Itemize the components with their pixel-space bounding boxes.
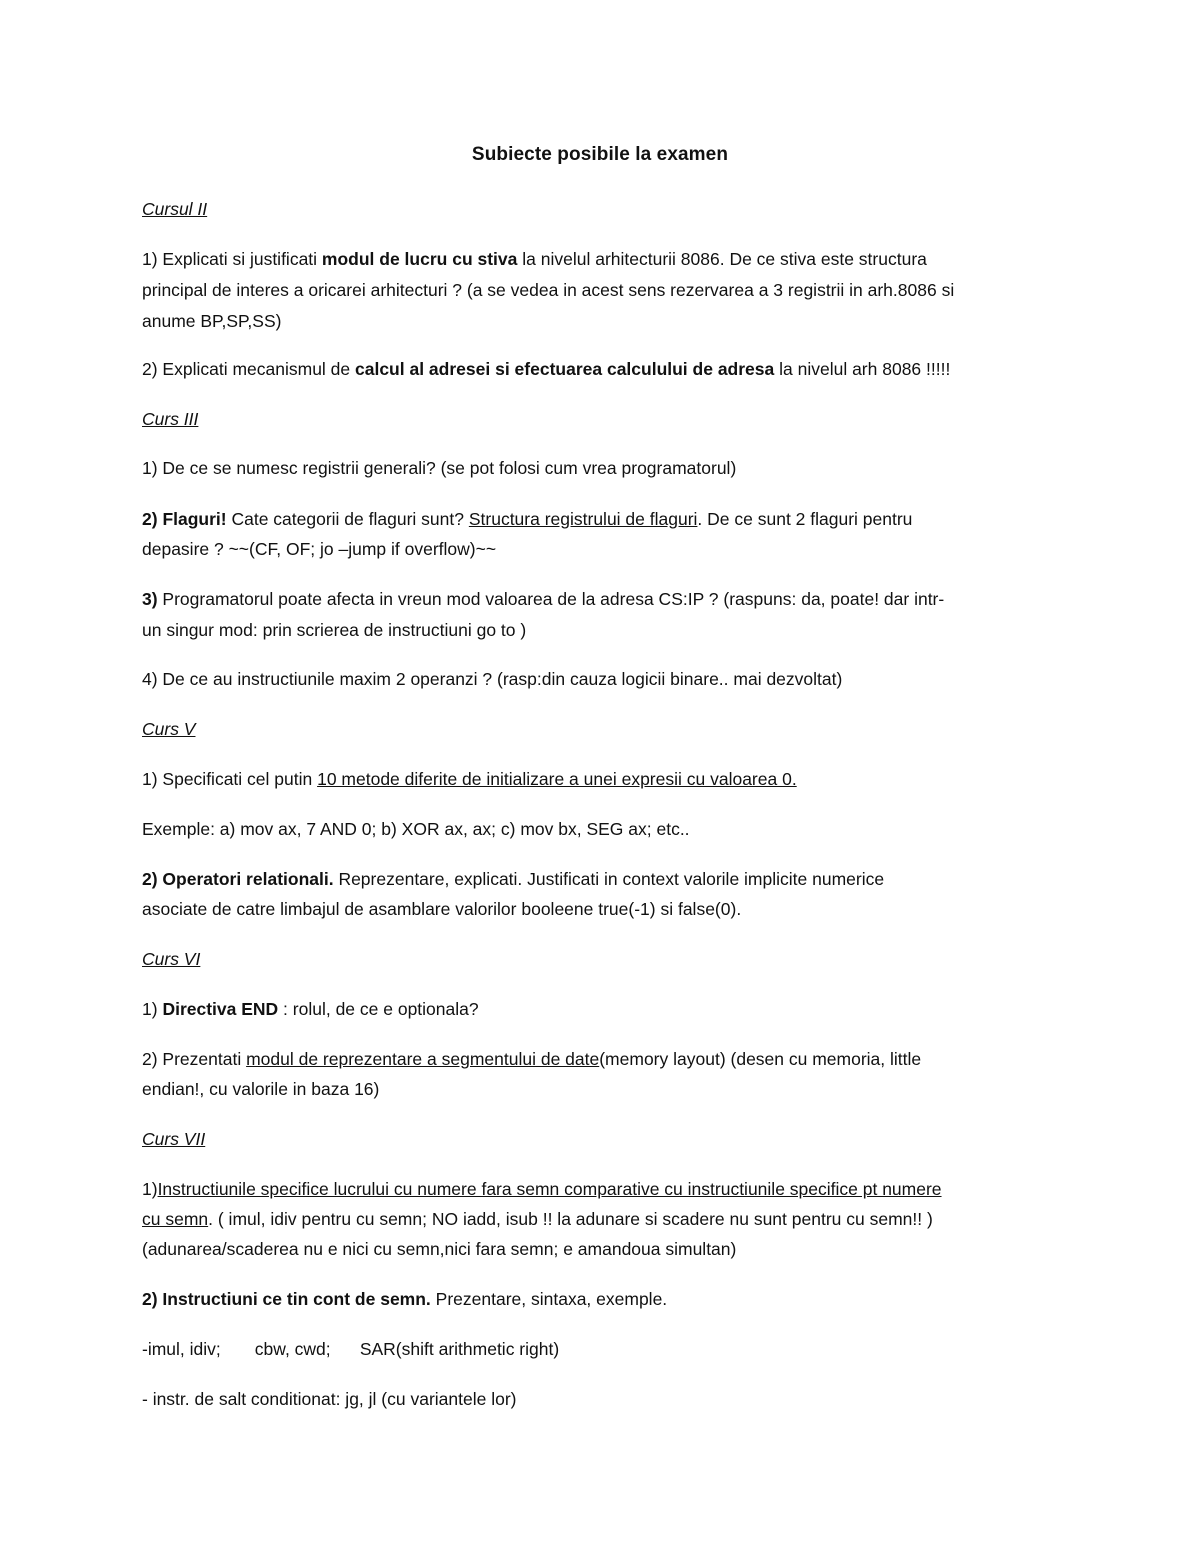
section-heading-curs-iii: Curs III: [142, 409, 199, 429]
question-line: 2) Flaguri! Cate categorii de flaguri sunt? Structura registrului de flaguri. De ce sunt 2 flaguri pentru: [142, 509, 913, 529]
question-line: 2) Operatori relationali. Reprezentare, explicati. Justificati in context valorile implicite numerice: [142, 869, 885, 889]
question-line: cu semn. ( imul, idiv pentru cu semn; NO iadd, isub !! la adunare si scadere nu sunt pentru cu semn!! ): [142, 1209, 933, 1229]
section-heading-curs-vi: Curs VI: [142, 949, 201, 969]
question-line: principal de interes a oricarei arhitecturi ? (a se vedea in acest sens rezervarea a 3 registrii in arh.8086 si: [142, 280, 955, 300]
question-line: un singur mod: prin scrierea de instructiuni go to ): [142, 620, 527, 640]
section-heading-cursul-ii: Cursul II: [142, 199, 208, 219]
question-line: 1) De ce se numesc registrii generali? (se pot folosi cum vrea programatorul): [142, 458, 737, 478]
question-line: 1) Specificati cel putin 10 metode diferite de initializare a unei expresii cu valoarea 0.: [142, 769, 797, 789]
question-line: anume BP,SP,SS): [142, 311, 282, 331]
question-line: asociate de catre limbajul de asamblare valorilor booleene true(-1) si false(0).: [142, 899, 742, 919]
section-heading-curs-vii: Curs VII: [142, 1129, 206, 1149]
question-line: 2) Instructiuni ce tin cont de semn. Prezentare, sintaxa, exemple.: [142, 1289, 668, 1309]
question-line: 1) Explicati si justificati modul de lucru cu stiva la nivelul arhitecturii 8086. De ce stiva este structura: [142, 249, 927, 269]
question-line: 1)Instructiunile specifice lucrului cu numere fara semn comparative cu instructiunile specifice pt numere: [142, 1179, 942, 1199]
list-item: - instr. de salt conditionat: jg, jl (cu variantele lor): [142, 1389, 517, 1409]
question-line: 4) De ce au instructiunile maxim 2 operanzi ? (rasp:din cauza logicii binare.. mai dezvoltat): [142, 669, 843, 689]
question-line: 3) Programatorul poate afecta in vreun mod valoarea de la adresa CS:IP ? (raspuns: da, poate! dar intr-: [142, 589, 945, 609]
example-line: Exemple: a) mov ax, 7 AND 0; b) XOR ax, ax; c) mov bx, SEG ax; etc..: [142, 819, 690, 839]
question-line: (adunarea/scaderea nu e nici cu semn,nici fara semn; e amandoua simultan): [142, 1239, 737, 1259]
question-line: 2) Prezentati modul de reprezentare a segmentului de date(memory layout) (desen cu memoria, little: [142, 1049, 922, 1069]
question-line: 2) Explicati mecanismul de calcul al adresei si efectuarea calculului de adresa la nivelul arh 8086 !!!!!: [142, 359, 951, 379]
page-title: Subiecte posibile la examen: [471, 144, 729, 165]
question-line: endian!, cu valorile in baza 16): [142, 1079, 380, 1099]
section-heading-curs-v: Curs V: [142, 719, 196, 739]
list-item: -imul, idiv; cbw, cwd; SAR(shift arithmetic right): [142, 1339, 560, 1359]
question-line: 1) Directiva END : rolul, de ce e optionala?: [142, 999, 479, 1019]
question-line: depasire ? ~~(CF, OF; jo –jump if overflow)~~: [142, 539, 497, 559]
